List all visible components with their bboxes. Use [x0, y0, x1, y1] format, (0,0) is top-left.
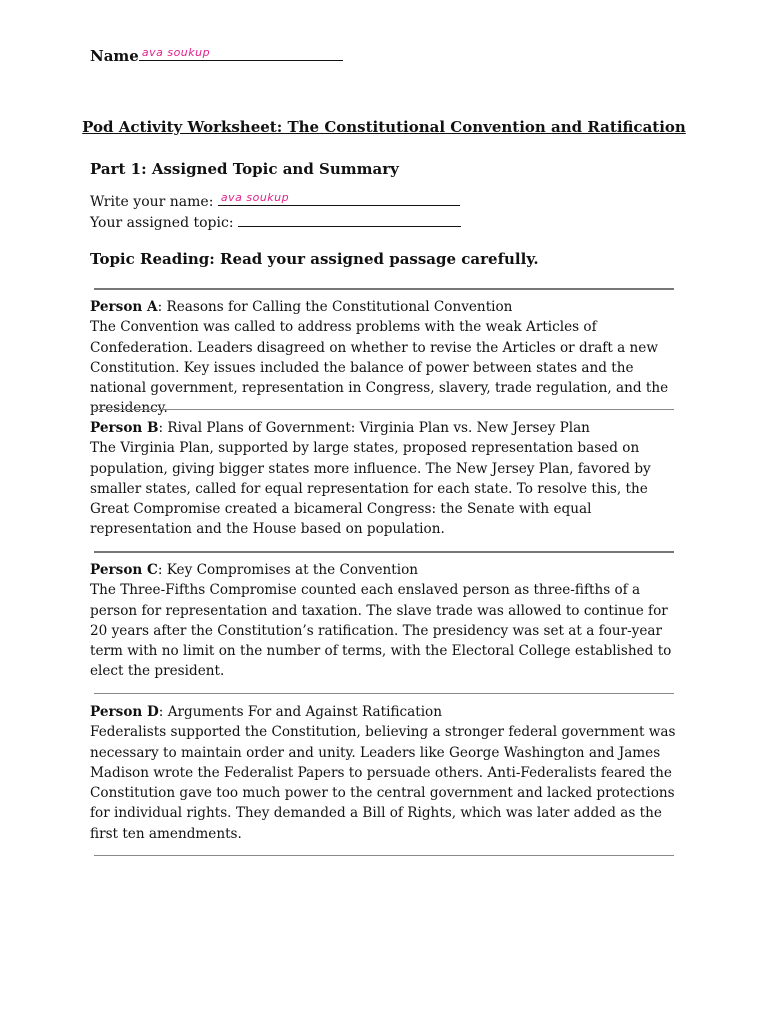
- name-label: Name: [90, 47, 139, 65]
- section-subject: : Arguments For and Against Ratification: [158, 704, 442, 720]
- part1-heading: Part 1: Assigned Topic and Summary: [90, 160, 399, 178]
- person-label: Person D: [90, 704, 159, 720]
- divider: [94, 409, 674, 410]
- write-name-label: Write your name:: [90, 194, 214, 210]
- section-body: The Convention was called to address problems with the weak Articles of Confederation. Leaders disagreed on whether to revise the Articles or draft a new Constitution. Key issues included the balance of power between states and the national government, representation in Congress, slavery, trade regulation, and the presidency.: [90, 319, 669, 417]
- handwritten-name-2: ava soukup: [220, 191, 290, 204]
- worksheet-title: Pod Activity Worksheet: The Constitutional Convention and Ratification: [82, 118, 686, 136]
- section-body: The Three-Fifths Compromise counted each enslaved person as three-fifths of a person for representation and taxation. The slave trade was allowed to continue for 20 years after the Constitution’s ratification. The presidency was set at a four-year term with no limit on the number of terms, with the Electoral College established to elect the president.: [90, 582, 672, 680]
- handwritten-name: ava soukup: [141, 46, 211, 59]
- section-person-b: [90, 418, 680, 540]
- section-subject: : Rival Plans of Government: Virginia Plan vs. New Jersey Plan: [158, 420, 590, 436]
- divider: [94, 288, 674, 290]
- write-name-field: [90, 190, 460, 210]
- topic-field: [90, 211, 461, 231]
- divider: [94, 693, 674, 694]
- write-name-blank[interactable]: [218, 190, 460, 206]
- section-person-d: [90, 702, 680, 844]
- name-blank[interactable]: [139, 44, 343, 61]
- person-label: Person A: [90, 299, 158, 315]
- section-subject: : Reasons for Calling the Constitutional Convention: [157, 299, 513, 315]
- divider: [94, 551, 674, 553]
- divider: [94, 855, 674, 856]
- name-line: [90, 44, 343, 65]
- person-label: Person B: [90, 420, 159, 436]
- section-body: The Virginia Plan, supported by large states, proposed representation based on population, giving bigger states more influence. The New Jersey Plan, favored by smaller states, called for equal representation for each state. To resolve this, the Great Compromise created a bicameral Congress: the Senate with equal representation and the House based on population.: [90, 440, 651, 538]
- topic-label: Your assigned topic:: [90, 215, 234, 231]
- section-body: Federalists supported the Constitution, believing a stronger federal government was necessary to maintain order and unity. Leaders like George Washington and James Madison wrote the Federalist Papers to persuade others. Anti-Federalists feared the Constitution gave too much power to the central government and lacked protections for individual rights. They demanded a Bill of Rights, which was later added as the first ten amendments.: [90, 724, 676, 842]
- topic-blank[interactable]: [238, 211, 461, 227]
- section-person-c: [90, 560, 680, 682]
- section-subject: : Key Compromises at the Convention: [157, 562, 419, 578]
- reading-heading: Topic Reading: Read your assigned passage carefully.: [90, 250, 539, 268]
- person-label: Person C: [90, 562, 158, 578]
- section-person-a: [90, 297, 680, 419]
